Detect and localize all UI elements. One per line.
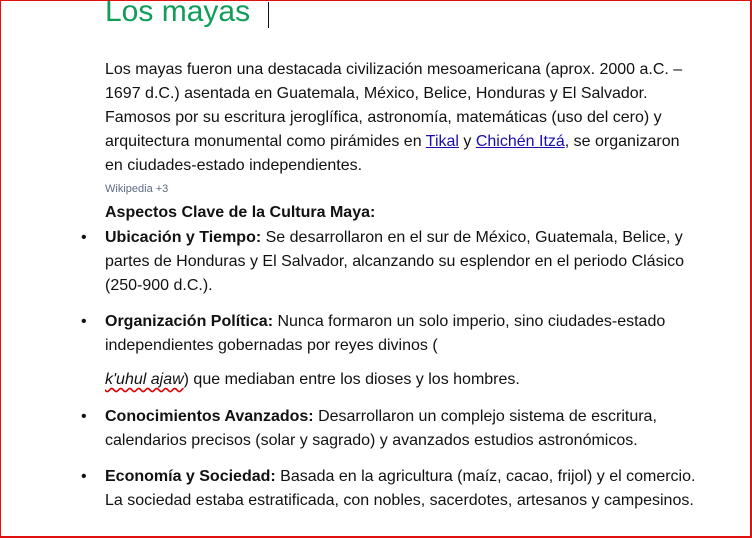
list-item-text: Se desarrollaron en el sur de México, Guatemala, Belice, y partes de Honduras y El Salvador, alcanzando su esplendor en el periodo Clásico (250-900 d.C.).	[105, 229, 685, 294]
chichen-itza-link[interactable]: Chichén Itzá	[475, 133, 565, 150]
document-title: Los mayas	[105, 0, 251, 28]
list-item-text: Nunca formaron un solo imperio, sino ciudades-estado independientes gobernadas por reyes divinos (	[105, 313, 666, 354]
list-item-label: Economía y Sociedad:	[105, 468, 276, 485]
kuhul-ajaw-term: k'uhul ajaw	[105, 371, 184, 388]
list-item-label: Ubicación y Tiempo:	[105, 229, 262, 246]
intro-text-2: , se organizaron en ciudades-estado independientes.	[105, 133, 680, 174]
list-item-text: Desarrollaron un complejo sistema de escritura, calendarios precisos (solar y sagrado) y avanzados estudios astronómicos.	[105, 408, 657, 449]
list-item-continuation	[105, 368, 705, 392]
list-item-organizacion	[81, 310, 705, 358]
intro-paragraph	[105, 58, 695, 178]
list-item-economia	[81, 465, 705, 513]
text-cursor	[268, 2, 269, 28]
bullet-marker: •	[81, 408, 87, 425]
intro-text-1: Los mayas fueron una destacada civilización mesoamericana (aprox. 2000 a.C. – 1697 d.C.) asentada en Guatemala, México, Belice, Honduras y El Salvador. Famosos por su escritura jeroglífica, astronomía, matemáticas (uso del cero) y arquitectura monumental como pirámides en	[105, 61, 683, 150]
continuation-text: ) que mediaban entre los dioses y los hombres.	[183, 371, 520, 388]
list-item-ubicacion	[81, 226, 705, 298]
list-item-label: Organización Política:	[105, 313, 274, 330]
source-citation[interactable]: Wikipedia +3	[105, 183, 169, 195]
list-item-conocimientos	[81, 405, 705, 453]
bullet-marker: •	[81, 313, 87, 330]
tikal-link[interactable]: Tikal	[425, 133, 459, 150]
section-heading: Aspectos Clave de la Cultura Maya:	[105, 204, 376, 221]
bullet-marker: •	[81, 229, 87, 246]
list-item-text: Basada en la agricultura (maíz, cacao, frijol) y el comercio. La sociedad estaba estratificada, con nobles, sacerdotes, artesanos y campesinos.	[105, 468, 696, 509]
list-item-label: Conocimientos Avanzados:	[105, 408, 314, 425]
intro-text-between: y	[458, 133, 476, 150]
bullet-marker: •	[81, 468, 87, 485]
